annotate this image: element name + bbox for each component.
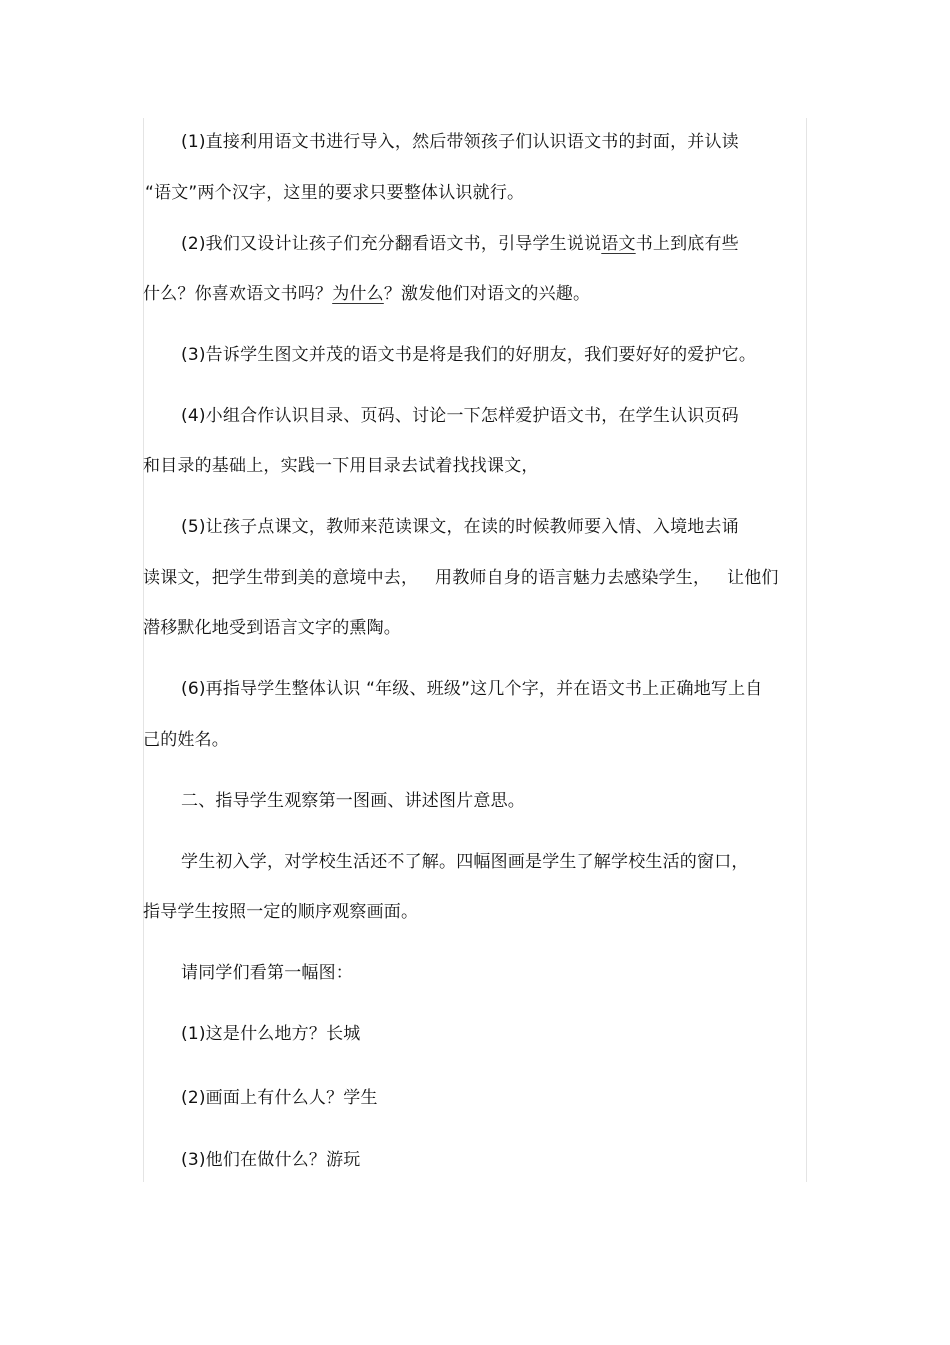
paragraph-2-text-b: 书上到底有些 xyxy=(635,234,739,254)
paragraph-5-line-1: (5)让孩子点课文，教师来范读课文，在读的时候教师要入情、入境地去诵 xyxy=(181,517,739,537)
paragraph-2-text-c: 什么？你喜欢语文书吗？ xyxy=(143,284,333,304)
paragraph-1-line-1: (1)直接利用语文书进行导入，然后带领孩子们认识语文书的封面，并认读 xyxy=(181,132,739,152)
section-heading-2: 二、指导学生观察第一图画、讲述图片意思。 xyxy=(181,791,525,811)
paragraph-4-line-2: 和目录的基础上，实践一下用目录去试着找找课文， xyxy=(143,456,539,476)
question-1: (1)这是什么地方？长城 xyxy=(181,1024,361,1044)
question-3: (3)他们在做什么？游玩 xyxy=(181,1150,361,1170)
paragraph-2-text-a: (2)我们又设计让孩子们充分翻看语文书，引导学生说说 xyxy=(181,234,602,254)
paragraph-2-text-d: ？激发他们对语文的兴趣。 xyxy=(383,284,591,304)
paragraph-7-line-1: 学生初入学，对学校生活还不了解。四幅图画是学生了解学校生活的窗口， xyxy=(181,852,749,872)
paragraph-7-line-2: 指导学生按照一定的顺序观察画面。 xyxy=(143,902,419,922)
paragraph-6-line-2: 己的姓名。 xyxy=(143,730,229,750)
paragraph-5-line-2: 读课文，把学生带到美的意境中去， 用教师自身的语言魅力去感染学生， 让他们 xyxy=(143,568,779,588)
underlined-text-weishenme: 为什么 xyxy=(332,284,384,304)
left-margin-rule xyxy=(143,118,144,1182)
paragraph-6-line-1: (6)再指导学生整体认识 “年级、班级”这几个字，并在语文书上正确地写上自 xyxy=(181,679,763,699)
question-2: (2)画面上有什么人？学生 xyxy=(181,1088,378,1108)
paragraph-4-line-1: (4)小组合作认识目录、页码、讨论一下怎样爱护语文书，在学生认识页码 xyxy=(181,406,739,426)
paragraph-3-line-1: (3)告诉学生图文并茂的语文书是将是我们的好朋友，我们要好好的爱护它。 xyxy=(181,345,757,365)
paragraph-5-line-3: 潜移默化地受到语言文字的熏陶。 xyxy=(143,618,401,638)
prompt-line: 请同学们看第一幅图： xyxy=(181,963,353,983)
paragraph-2-line-2 xyxy=(143,283,590,305)
underlined-text-yuwen: 语文 xyxy=(601,234,636,254)
paragraph-2-line-1 xyxy=(181,233,739,255)
right-margin-rule xyxy=(806,118,807,1182)
paragraph-1-line-2: “语文”两个汉字，这里的要求只要整体认识就行。 xyxy=(145,183,525,203)
